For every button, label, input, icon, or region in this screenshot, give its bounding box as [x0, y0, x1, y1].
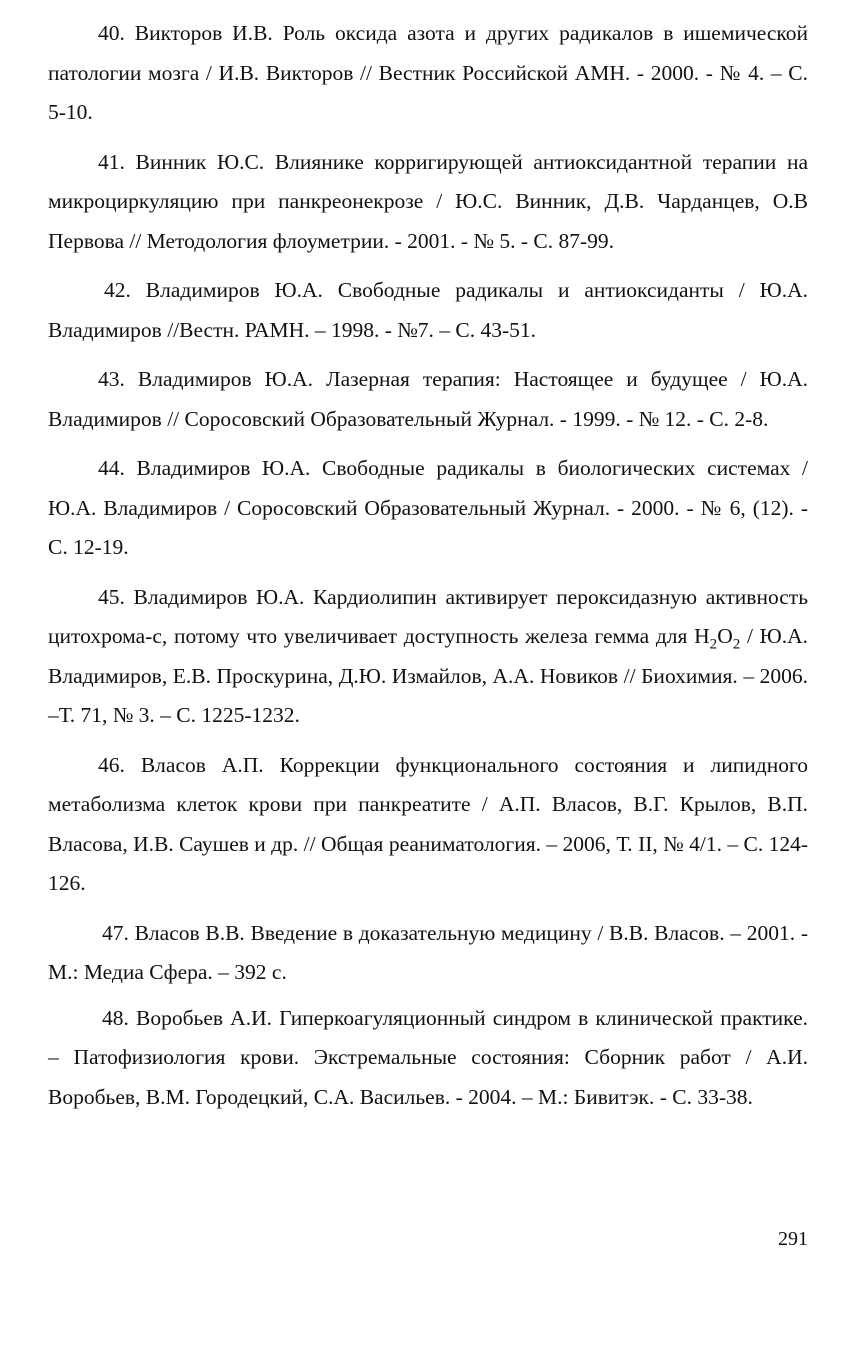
- reference-45-subscript-1: 2: [709, 636, 718, 653]
- reference-45-text-before: 45. Владимиров Ю.А. Кардиолипин активирует пероксидазную активность цитохрома-с, потому что увеличивает доступность железа гемма для H: [48, 584, 808, 648]
- reference-item-48: 48. Воробьев А.И. Гиперкоагуляционный синдром в клинической практике. – Патофизиология крови. Экстремальные состояния: Сборник работ / А.И. Воробьев, В.М. Городецкий, С.А. Васильев. - 2004. – М.: Бивитэк. - С. 33-38.: [48, 1005, 808, 1109]
- reference-45-text-after: / Ю.А. Владимиров, Е.В. Проскурина, Д.Ю. Измайлов, А.А. Новиков // Биохимия. – 2006. –Т. 71, № 3. – С. 1225-1232.: [48, 624, 808, 727]
- reference-item-43: 43. Владимиров Ю.А. Лазерная терапия: Настоящее и будущее / Ю.А. Владимиров // Соросовский Образовательный Журнал. - 1999. - № 12. - С. 2-8.: [48, 367, 808, 431]
- page-number: 291: [778, 1228, 808, 1250]
- reference-list: [48, 14, 808, 1127]
- reference-item-44: 44. Владимиров Ю.А. Свободные радикалы в биологических системах / Ю.А. Владимиров / Соросовский Образовательный Журнал. - 2000. - № 6, (12). - С. 12-19.: [48, 456, 808, 559]
- reference-item-41: 41. Винник Ю.С. Влиянике корригирующей антиоксидантной терапии на микроциркуляцию при панкреонекрозе / Ю.С. Винник, Д.В. Чарданцев, О.В Первова // Методология флоуметрии. - 2001. - № 5. - С. 87-99.: [48, 149, 808, 253]
- reference-item-42: 42. Владимиров Ю.А. Свободные радикалы и антиоксиданты / Ю.А. Владимиров //Вестн. РАМН. – 1998. - №7. – С. 43-51.: [48, 278, 808, 342]
- reference-item-46: 46. Власов А.П. Коррекции функционального состояния и липидного метаболизма клеток крови при панкреатите / А.П. Власов, В.Г. Крылов, В.П. Власова, И.В. Саушев и др. // Общая реаниматология. – 2006, Т. II, № 4/1. – С. 124-126.: [48, 752, 808, 895]
- reference-45-text-mid: O: [717, 624, 733, 648]
- reference-45-subscript-2: 2: [732, 636, 741, 653]
- reference-item-47: 47. Власов В.В. Введение в доказательную медицину / В.В. Власов. – 2001. - М.: Медиа Сфера. – 392 с.: [48, 920, 808, 984]
- reference-item-40: 40. Викторов И.В. Роль оксида азота и других радикалов в ишемической патологии мозга / И.В. Викторов // Вестник Российской АМН. - 2000. - № 4. – С. 5-10.: [48, 21, 808, 124]
- reference-item-45: [48, 578, 808, 736]
